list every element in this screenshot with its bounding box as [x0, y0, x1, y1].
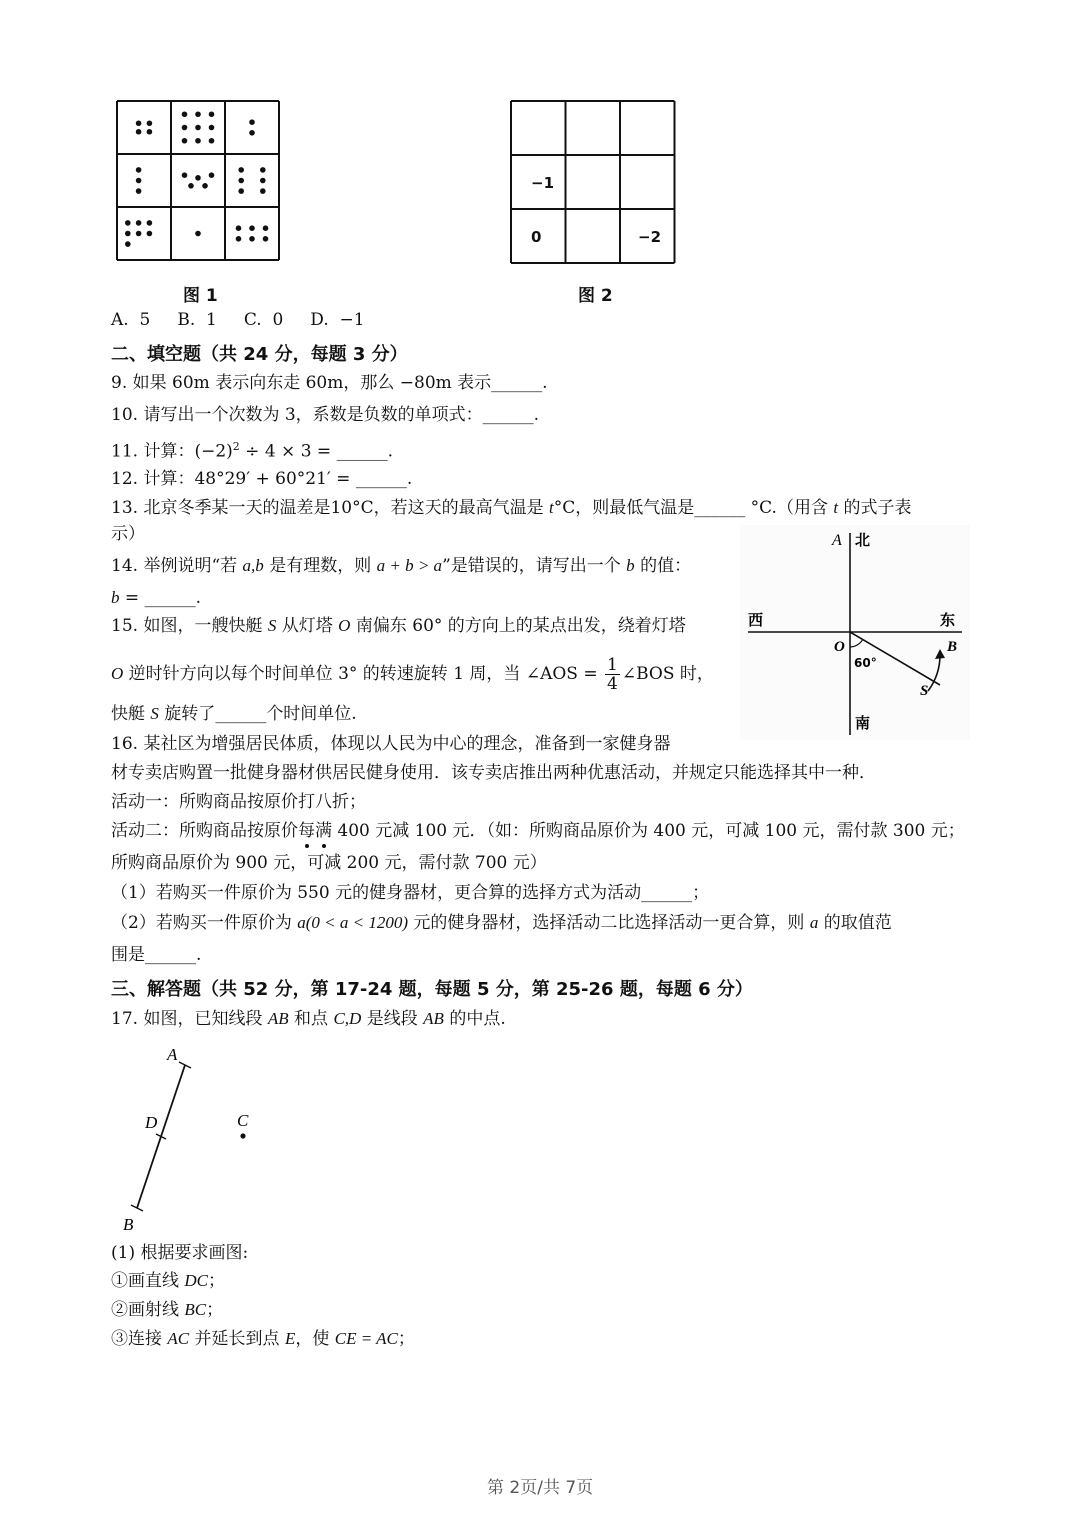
die-dot	[182, 111, 188, 117]
q16-line-1: 16. 某社区为增强居民体质，体现以人民为中心的理念，准备到一家健身器	[111, 734, 671, 754]
die-dot	[182, 138, 188, 144]
q15-number: 15.	[111, 616, 139, 636]
grid-cell-value: −1	[531, 174, 555, 192]
q16-part2-var: a	[297, 913, 306, 932]
q15-line3-s: S	[150, 704, 159, 723]
die-dot	[147, 120, 153, 126]
figure-1-caption: 图 1	[183, 286, 218, 306]
label-a: A	[167, 1045, 178, 1064]
q17-var-ab: AB	[267, 1009, 289, 1028]
die-dot	[249, 225, 255, 231]
figure-1-dice-grid	[116, 100, 282, 262]
q14-text-c: ”是错误的，请写出一个	[442, 556, 627, 576]
label-north: 北	[855, 531, 871, 549]
q15-line2-o: O	[111, 664, 124, 683]
q13-var-t: t	[549, 498, 554, 517]
label-B: B	[947, 639, 958, 655]
q14-vars: a,b	[242, 556, 264, 575]
q17-step2-var: BC	[184, 1300, 207, 1319]
die-dot	[147, 220, 153, 226]
q11-blank[interactable]: ______	[336, 441, 388, 462]
q15-line1-b: 从灯塔	[276, 616, 339, 636]
q14-tail: .	[195, 588, 201, 608]
question-13	[111, 497, 912, 519]
q15-frac-den: 4	[607, 674, 618, 694]
q16-part2-c: 的取值范	[818, 913, 892, 933]
section-3-heading: 三、解答题（共 52 分，第 17-24 题，每题 5 分，第 25-26 题，每题 6 分）	[111, 979, 753, 1000]
q9-tail: .	[542, 373, 548, 393]
q17-step3-eq: CE = AC	[334, 1329, 398, 1348]
q11-tail: .	[387, 441, 393, 462]
label-O: O	[834, 639, 845, 655]
q16-part1-blank[interactable]: ______	[641, 883, 693, 903]
die-dot	[236, 225, 242, 231]
q13-text-a: 北京冬季某一天的温差是10°C，若这天的最高气温是	[138, 498, 549, 518]
q17-step1-var: DC	[184, 1271, 209, 1290]
q16-part1-tail: ；	[692, 883, 710, 903]
q17-text-b: 和点	[288, 1009, 334, 1029]
q14-text-a: 举例说明“若	[138, 556, 243, 576]
q15-line3-a: 快艇	[111, 704, 151, 724]
q17-text-a: 如图，已知线段	[138, 1009, 268, 1029]
die-dot	[125, 220, 131, 226]
label-west: 西	[748, 611, 764, 629]
q16-line4-a: 活动二：所购商品按原价	[111, 821, 298, 841]
q13-line-2: 示）	[111, 524, 145, 544]
q11-number: 11.	[111, 441, 139, 462]
die-dot	[238, 167, 244, 173]
die-dot	[147, 231, 153, 237]
question-15-line-2	[111, 656, 714, 693]
die-dot	[260, 167, 266, 173]
q14-text-d: 的值：	[634, 556, 692, 576]
grid-cell-value: 0	[531, 228, 542, 246]
point-c	[240, 1133, 245, 1138]
die-dot	[209, 172, 215, 178]
q16-emph-mei: 每	[298, 821, 315, 841]
label-c: C	[237, 1111, 249, 1130]
die-dot	[195, 125, 201, 131]
q10-text: 请写出一个次数为 3，系数是负数的单项式：	[138, 405, 483, 425]
die-dot	[136, 188, 142, 194]
compass-figure	[740, 525, 970, 740]
die-dot	[260, 188, 266, 194]
q13-var-t2: t	[833, 498, 839, 517]
q17-segment-figure	[115, 1040, 275, 1235]
q16-part-1	[111, 882, 709, 904]
label-A: A	[832, 532, 842, 549]
question-9	[111, 372, 548, 394]
q16-part2-var2: a	[809, 913, 819, 932]
q14-blank[interactable]: ______	[144, 588, 196, 608]
q14-text-b: 是有理数，则	[263, 556, 377, 576]
q16-emph-man: 满	[315, 821, 332, 841]
label-d: D	[145, 1113, 158, 1132]
q17-var-cd: C,D	[333, 1009, 362, 1028]
die-dot	[249, 119, 255, 125]
q17-part-1: (1) 根据要求画图:	[111, 1243, 249, 1263]
die-dot	[136, 231, 142, 237]
q15-line1-a: 如图，一艘快艇	[138, 616, 268, 636]
q16-line-3: 活动一：所购商品按原价打八折；	[111, 792, 366, 812]
q17-step-3	[111, 1328, 415, 1350]
grid-cell-value: −2	[638, 228, 662, 246]
q15-line2-a: 逆时针方向以每个时间单位 3° 的转速旋转 1 周，当 ∠AOS =	[123, 664, 603, 684]
q8-options: A. 5 B. 1 C. 0 D. −1	[111, 310, 365, 330]
q17-step2-text: ②画射线	[111, 1300, 185, 1320]
die-dot	[195, 175, 201, 181]
q13-text-c: °C.（用含	[745, 498, 834, 518]
die-dot	[209, 138, 215, 144]
q15-var-s: S	[267, 616, 277, 635]
q17-text-d: 的中点.	[443, 1009, 506, 1029]
q17-step3-e: E	[284, 1329, 296, 1348]
die-dot	[136, 120, 142, 126]
die-dot	[195, 138, 201, 144]
q16-part-2-line-2	[111, 944, 201, 966]
q16-part-2	[111, 912, 892, 934]
die-dot	[209, 125, 215, 131]
q17-step1-text: ①画直线	[111, 1271, 185, 1291]
q9-number: 9.	[111, 373, 128, 393]
die-dot	[249, 236, 255, 242]
q11-text-b: ÷ 4 × 3 =	[239, 441, 337, 462]
die-dot	[147, 129, 153, 135]
q16-line4-b: 400 元减 100 元．（如：所购商品原价为 400 元，可减 100 元，需付款 300 元；	[332, 821, 965, 841]
die-dot	[195, 231, 201, 237]
q16-part2-tail: .	[196, 945, 202, 965]
label-angle-60: 60°	[854, 656, 877, 670]
die-dot	[249, 130, 255, 136]
die-dot	[136, 220, 142, 226]
q15-frac-num: 1	[607, 655, 618, 675]
die-dot	[263, 225, 269, 231]
die-dot	[260, 178, 266, 184]
label-b: B	[123, 1215, 134, 1234]
q15-line3-c: 个时间单位.	[266, 704, 357, 724]
q12-tail: .	[406, 469, 413, 489]
question-15-line-3	[111, 703, 357, 725]
die-dot	[188, 183, 194, 189]
die-dot	[125, 231, 131, 237]
die-dot	[182, 125, 188, 131]
q13-text-b: °C，则最低气温是	[553, 498, 695, 518]
figure-2-number-grid	[510, 100, 676, 264]
q16-part2-line2: 围是	[111, 945, 145, 965]
q17-step2-tail: ；	[206, 1300, 224, 1320]
figure-2-caption: 图 2	[578, 286, 613, 306]
die-dot	[209, 111, 215, 117]
question-10	[111, 404, 539, 426]
section-2-heading: 二、填空题（共 24 分，每题 3 分）	[111, 344, 408, 365]
question-12	[111, 468, 412, 490]
q17-step3-a: ③连接	[111, 1329, 168, 1349]
q10-tail: .	[533, 405, 540, 425]
q17-step1-tail: ；	[208, 1271, 226, 1291]
label-south: 南	[855, 714, 871, 732]
q17-step3-c: ，使	[295, 1329, 335, 1349]
die-dot	[263, 236, 269, 242]
q17-step3-b: 并延长到点	[189, 1329, 285, 1349]
q9-text: 如果 60m 表示向东走 60m，那么 −80m 表示	[127, 373, 492, 393]
q16-part1-text: （1）若购买一件原价为 550 元的健身器材，更合算的选择方式为活动	[111, 883, 642, 903]
die-dot	[238, 178, 244, 184]
question-14	[111, 555, 691, 577]
q10-number: 10.	[111, 405, 139, 425]
q14-line2-eq: =	[119, 588, 145, 608]
die-dot	[236, 236, 242, 242]
label-east: 东	[940, 611, 956, 629]
q17-var-ab2: AB	[423, 1009, 444, 1028]
q9-blank[interactable]: ______	[491, 373, 543, 393]
q16-line-4	[111, 820, 965, 842]
q15-line1-c: 南偏东 60° 的方向上的某点出发，绕着灯塔	[350, 616, 686, 636]
q17-number: 17.	[111, 1009, 139, 1029]
die-dot	[136, 167, 142, 173]
q17-step-2	[111, 1299, 223, 1321]
die-dot	[202, 183, 208, 189]
label-S: S	[920, 683, 929, 699]
q12-blank[interactable]: ______	[355, 469, 407, 489]
q17-step3-tail: ；	[397, 1329, 415, 1349]
q16-part2-blank[interactable]: ______	[145, 945, 196, 965]
q14-number: 14.	[111, 556, 139, 576]
q15-line2-b: ∠BOS 时，	[621, 664, 714, 684]
q14-line2-var: b	[111, 588, 120, 607]
q12-number: 12.	[111, 469, 139, 489]
die-dot	[125, 241, 131, 247]
q14-var-b: b	[626, 556, 635, 575]
q17-text-c: 是线段	[361, 1009, 424, 1029]
die-dot	[182, 172, 188, 178]
die-dot	[238, 188, 244, 194]
q13-text-d: 的式子表	[838, 498, 912, 518]
q16-part2-b: 元的健身器材，选择活动二比选择活动一更合算，则	[408, 913, 810, 933]
question-15-line-1	[111, 615, 686, 637]
q15-line3-b: 旋转了	[158, 704, 216, 724]
q16-part2-range: (0 < a < 1200)	[305, 913, 408, 932]
q11-exponent: 2	[232, 440, 240, 453]
q11-text-a: 计算：(−2)	[138, 441, 233, 462]
q15-blank[interactable]: ______	[215, 704, 267, 724]
q13-blank[interactable]: ______	[694, 498, 746, 518]
die-dot	[136, 178, 142, 184]
q13-number: 13.	[111, 498, 139, 518]
q12-text: 计算：48°29′ + 60°21′ =	[138, 469, 356, 489]
question-11	[111, 436, 393, 463]
q16-line-5: 所购商品原价为 900 元，可减 200 元，需付款 700 元）	[111, 853, 547, 873]
q17-step-1	[111, 1270, 225, 1292]
q10-blank[interactable]: ______	[482, 405, 534, 425]
q16-line-2: 材专卖店购置一批健身器材供居民健身使用．该专卖店推出两种优惠活动，并规定只能选择其中一种．	[111, 763, 876, 783]
q14-line-2	[111, 587, 201, 609]
q16-part2-a: （2）若购买一件原价为	[111, 913, 298, 933]
q15-var-o: O	[338, 616, 351, 635]
question-17	[111, 1008, 506, 1030]
die-dot	[195, 111, 201, 117]
q15-fraction	[605, 656, 620, 693]
page-footer: 第 2页/共 7页	[487, 1478, 594, 1498]
die-dot	[136, 129, 142, 135]
q17-step3-var: AC	[167, 1329, 190, 1348]
q14-inequality: a + b > a	[376, 556, 443, 575]
